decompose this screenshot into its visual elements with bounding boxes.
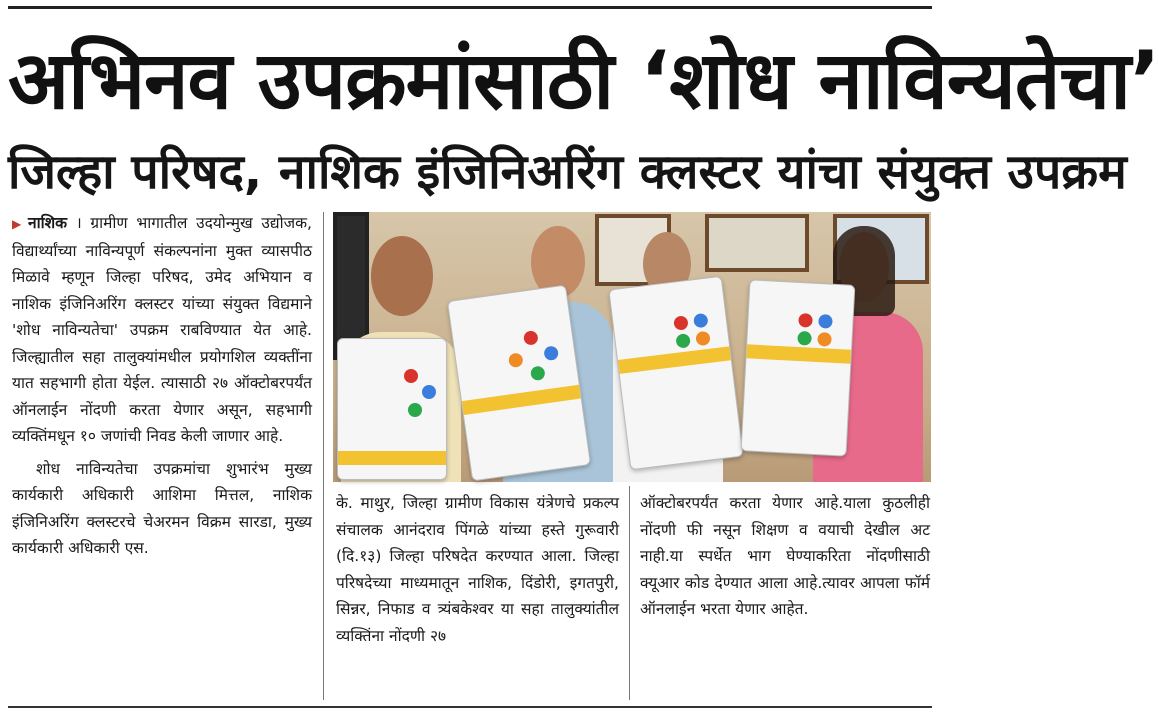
dateline: नाशिक: [28, 214, 68, 232]
photo-wall-plaque: [705, 214, 809, 272]
column-divider: [629, 486, 630, 700]
article-column-1: [12, 210, 312, 562]
photo-poster-3: [608, 276, 743, 471]
headline: अभिनव उपक्रमांसाठी ‘शोध नाविन्यतेचा’: [8, 34, 1159, 127]
photo-poster-2: [447, 285, 591, 482]
article-paragraph-1: [12, 210, 312, 450]
triangle-right-icon: ▶: [12, 217, 26, 231]
photo-poster-1: [337, 338, 447, 480]
column-divider: [323, 212, 324, 700]
article-column-2: के. माथुर, जिल्हा ग्रामीण विकास यंत्रेणचे प्रकल्प संचालक आनंदराव पिंगळे यांच्या हस्ते गुरूवारी (दि.१३) जिल्हा परिषदेत करण्यात आला. जिल्हा परिषदेच्या माध्यमातून नाशिक, दिंडोरी, इगतपुरी, सिन्नर, निफाड व त्र्यंबकेश्वर या सहा तालुक्यांतील व्यक्तिंना नोंदणी २७: [336, 494, 619, 645]
article-column-3: ऑक्टोबरपर्यंत करता येणार आहे.याला कुठलीही नोंदणी फी नसून शिक्षण व वयाची देखील अट नाही.या स्पर्धेत भाग घेण्याकरिता नोंदणीसाठी क्यूआर कोड देण्यात आला आहे.त्यावर आपला फॉर्म ऑनलाईन भरता येणार आहेत.: [640, 494, 930, 618]
photo-poster-4: [741, 279, 856, 456]
article-paragraph-1-text: । ग्रामीण भागातील उदयोन्मुख उद्योजक, विद्यार्थ्यांच्या नाविन्यपूर्ण संकल्पनांना मुक्त व्यासपीठ मिळावे म्हणून जिल्हा परिषद, उमेद अभियान व नाशिक इंजिनिअरिंग क्लस्टर यांच्या संयुक्त विद्यमाने 'शोध नाविन्यतेचा' उपक्रम राबविण्यात येत आहे. जिल्ह्यातील सहा तालुक्यांमधील प्रयोगशिल व्यक्तींना यात सहभागी होता येईल. त्यासाठी २७ ऑक्टोबरपर्यंत ऑनलाईन नोंदणी करता येणार असून, सहभागी व्यक्तिंमधून १० जणांची निवड केली जाणार आहे.: [12, 214, 312, 445]
subheadline: जिल्हा परिषद, नाशिक इंजिनिअरिंग क्लस्टर यांचा संयुक्त उपक्रम: [8, 144, 1127, 200]
top-rule: [8, 6, 932, 9]
news-photo: [333, 212, 931, 482]
article-paragraph-2: शोध नाविन्यतेचा उपक्रमांचा शुभारंभ मुख्य कार्यकारी अधिकारी आशिमा मित्तल, नाशिक इंजिनिअरिंग क्लस्टरचे चेअरमन विक्रम सारडा, मुख्य कार्यकारी अधिकारी एस.: [12, 459, 312, 557]
bottom-rule: [8, 706, 932, 708]
